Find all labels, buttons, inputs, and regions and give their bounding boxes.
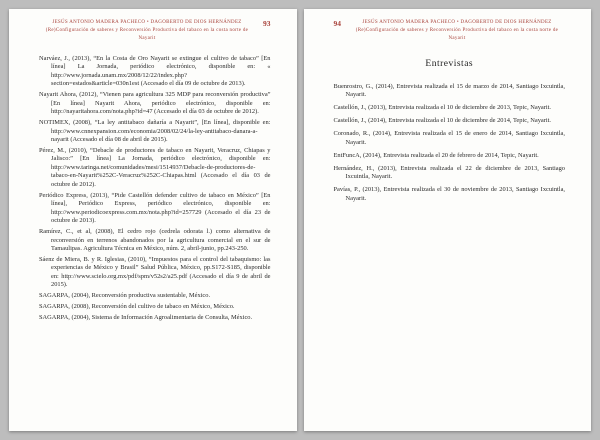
running-header-right bbox=[349, 19, 565, 43]
reference-entry: Nayarit Ahora, (2012), “Vienen para agricultura 325 MDP para reconversión productiva” [En línea] Nayarit Ahora, periódico electrónico, disponible en: http://nayaritahora.com/nota.php?id=47 (Accesado el día 03 de octubre de 2012). bbox=[39, 91, 271, 116]
reference-entry: SAGARPA, (2004), Reconversión productiva sustentable, México. bbox=[39, 292, 211, 300]
interview-entry: Pavías, P., (2013), Entrevista realizada el 30 de noviembre de 2013, Santiago Ixcuintla, Nayarit. bbox=[333, 186, 565, 202]
reference-entry: NOTIMEX, (2008), “La ley antitabaco dañaría a Nayarit”, [En línea], disponible en: http://www.cnnexpansion.com/economia/2008/02/24/la-ley-antitabaco-danara-a-nayarit (Accesado el día 08 de abril de 2015). bbox=[39, 119, 271, 144]
interview-entry: Castellón, J., (2014), Entrevista realizada el 10 de diciembre de 2014, Tepic, Nayarit. bbox=[333, 117, 552, 125]
page-header-left bbox=[39, 19, 271, 43]
page-right bbox=[304, 9, 592, 431]
page-left bbox=[9, 9, 297, 431]
running-header-authors: JESÚS ANTONIO MADERA PACHECO • DAGOBERTO DE DIOS HERNÁNDEZ bbox=[362, 20, 552, 25]
reference-entry: SAGARPA, (2008), Reconversión del cultivo de tabaco en México, México. bbox=[39, 303, 235, 311]
reference-entry: Narváez, J., (2013), “En la Costa de Oro Nayarit se extingue el cultivo de tabaco” [En línea] La Jornada, periódico electrónico, disponible en: « http://www.jornada.unam.mx/2008/12/22/index.php?section=estados&article=030n1est (Accesado el día 09 de octubre de 2013). bbox=[39, 55, 271, 88]
page-number-left: 93 bbox=[263, 19, 271, 28]
reference-entry: Sáenz de Miera, B. y R. Iglesias, (2010), “Impuestos para el control del tabaquismo: las experiencias de México y Brasil” Salud Pública, México, pp.S172-S185, disponible en: http://www.scielo.org.mx/pdf/spm/v52s2/a25.pdf (Accesado el día 9 de abril de 2015). bbox=[39, 255, 271, 289]
reference-entry: Periódico Express, (2013), “Pide Castellón defender cultivo de tabaco en México” [En línea], Periódico Express, periódico electrónico, disponible en: http://www.periodicoexpress.com.mx/nota.php?id=257729 (Accesado el día 23 de octubre de 2013). bbox=[39, 191, 271, 225]
running-header-authors: JESÚS ANTONIO MADERA PACHECO • DAGOBERTO DE DIOS HERNÁNDEZ bbox=[52, 20, 242, 25]
reference-entry: Ramírez, C., et al, (2008), El cedro rojo (cedrela odorata l.) como alternativa de reconversión en terrenos abandonados por la agricultura comercial en el sur de Tamaulipas. Agricultura Técnica en México, núm. 2, abril-junio, pp.243-250. bbox=[39, 228, 271, 253]
interviews-list bbox=[334, 83, 566, 203]
running-header-book-title: (Re)Configuración de saberes y Reconversión Productiva del tabaco en la costa norte de Nayarit bbox=[45, 28, 249, 41]
reference-entry: SAGARPA, (2004), Sistema de Información Agroalimentaria de Consulta, México. bbox=[39, 314, 253, 322]
interview-entry: Buenrostro, G., (2014), Entrevista realizada el 15 de marzo de 2014, Santiago Ixcuintla, Nayarit. bbox=[333, 83, 565, 99]
running-header-left bbox=[39, 19, 255, 43]
page-header-right bbox=[334, 19, 566, 43]
section-heading-entrevistas: Entrevistas bbox=[425, 59, 474, 69]
page-number-right: 94 bbox=[333, 19, 341, 28]
interview-entry: Hernández, H., (2013), Entrevista realizada el 22 de diciembre de 2013, Santiago Ixcuintla, Nayarit. bbox=[333, 164, 565, 181]
interview-entry: Coronado, R., (2014), Entrevista realizada el 15 de enero de 2014, Santiago Ixcuintla, Nayarit. bbox=[333, 130, 565, 146]
interview-entry: EntFuncA, (2014), Entrevista realizada el 20 de febrero de 2014, Tepic, Nayarit. bbox=[333, 151, 539, 159]
references-list bbox=[39, 55, 271, 323]
reference-entry: Pérez, M., (2010), “Debacle de productores de tabaco en Nayarit, Veracruz, Chiapas y Jalisco:” [En línea] La Jornada, periódico electrónico, disponible en: http://www.taringa.net/comunidades/mesi/1514937/Debacle-de-productores-de-tabaco-en-Nayarit%252C-Veracruz%252C-Chiapas.html (Accesado el día 03 de octubre de 2012). bbox=[39, 147, 271, 188]
interview-entry: Castellón, J., (2013), Entrevista realizada el 10 de diciembre de 2013, Tepic, Nayarit. bbox=[333, 104, 552, 112]
running-header-book-title: (Re)Configuración de saberes y Reconversión Productiva del tabaco en la costa norte de Nayarit bbox=[355, 28, 559, 41]
